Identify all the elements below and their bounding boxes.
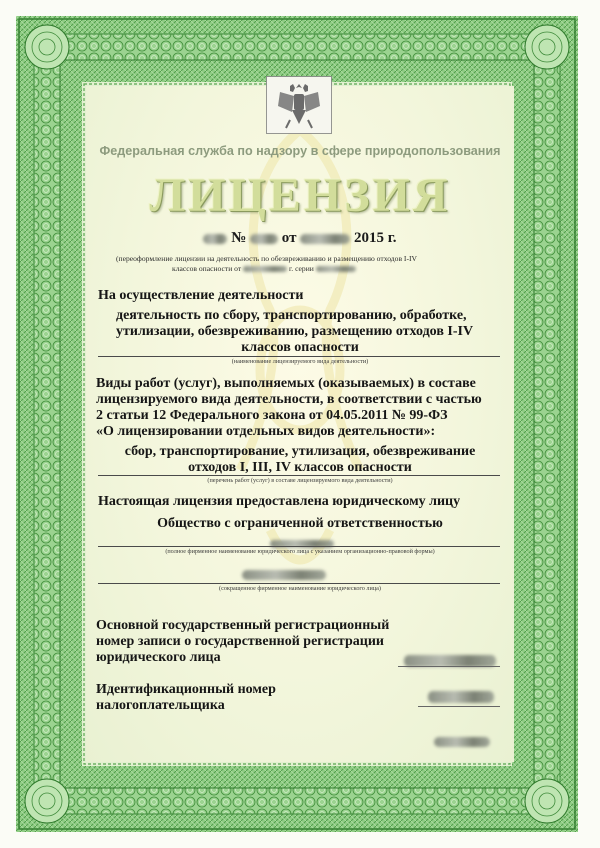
work-types-line-1: Виды работ (услуг), выполняемых (оказываемых) в составе — [96, 376, 476, 391]
redacted-short-name — [242, 566, 326, 584]
reissue-note-line1: (переоформление лицензии на деятельность по обезвреживанию и размещению отходов I-IV — [116, 254, 417, 263]
inn-label-line-1: Идентификационный номер — [96, 682, 276, 697]
work-types-line-3: 2 статьи 12 Федерального закона от 04.05.2011 № 99-ФЗ — [96, 408, 448, 423]
work-types-caption: (перечень работ (услуг) в составе лицензируемого вида деятельности) — [207, 477, 393, 484]
double-headed-eagle-coat-of-arms-icon — [266, 76, 332, 134]
short-name-caption: (сокращенное фирменное наименование юридического лица) — [219, 585, 381, 592]
ogrn-label-line-3: юридического лица — [96, 650, 221, 665]
activity-caption: (наименование лицензируемого вида деятельности) — [231, 358, 369, 365]
redacted-license-number — [250, 234, 278, 244]
work-types-rule — [98, 475, 500, 476]
redacted-issue-date — [300, 234, 350, 244]
short-name-rule — [98, 583, 500, 584]
activity-line-3: классов опасности — [241, 340, 359, 355]
from-label: от — [281, 230, 297, 246]
redacted-series — [203, 234, 227, 244]
activity-label: На осуществление деятельности — [98, 288, 304, 303]
licensee-intro: Настоящая лицензия предоставлена юридическому лицу — [98, 494, 461, 509]
redacted-prior-series — [316, 266, 356, 272]
full-name-rule — [98, 546, 500, 547]
license-number-line — [0, 230, 600, 247]
ogrn-label-line-2: номер записи о государственной регистрации — [96, 634, 384, 649]
issue-year: 2015 г. — [353, 230, 397, 246]
inn-label-line-2: налогоплательщика — [96, 698, 225, 713]
reissue-note-line2: классов опасности от г. серии — [172, 264, 356, 273]
ogrn-underline — [398, 666, 500, 667]
redacted-ogrn-value — [404, 652, 496, 670]
full-name-caption: (полное фирменное наименование юридического лица с указанием организационно-правовой формы) — [165, 548, 435, 555]
work-types-value-1: сбор, транспортирование, утилизация, обезвреживание — [124, 444, 476, 459]
number-label: № — [231, 230, 247, 246]
activity-rule — [98, 356, 500, 357]
activity-line-1: деятельность по сбору, транспортированию, обработке, — [116, 308, 467, 323]
redacted-prior-date — [243, 266, 287, 272]
redacted-inn-value — [428, 688, 494, 706]
ogrn-label-line-1: Основной государственный регистрационный — [96, 618, 390, 633]
work-types-value-2: отходов I, III, IV классов опасности — [188, 460, 412, 475]
issuing-agency: Федеральная служба по надзору в сфере природопользования — [99, 144, 501, 158]
work-types-line-4: «О лицензировании отдельных видов деятельности»: — [96, 424, 436, 439]
activity-line-2: утилизации, обезвреживанию, размещению отходов I-IV — [116, 324, 474, 339]
work-types-line-2: лицензируемого вида деятельности, в соответствии с частью — [96, 392, 482, 407]
inn-underline — [418, 706, 500, 707]
certificate-title: ЛИЦЕНЗИЯ — [149, 169, 451, 222]
licensee-org-form: Общество с ограниченной ответственностью — [157, 516, 443, 531]
redacted-form-serial — [434, 733, 490, 751]
